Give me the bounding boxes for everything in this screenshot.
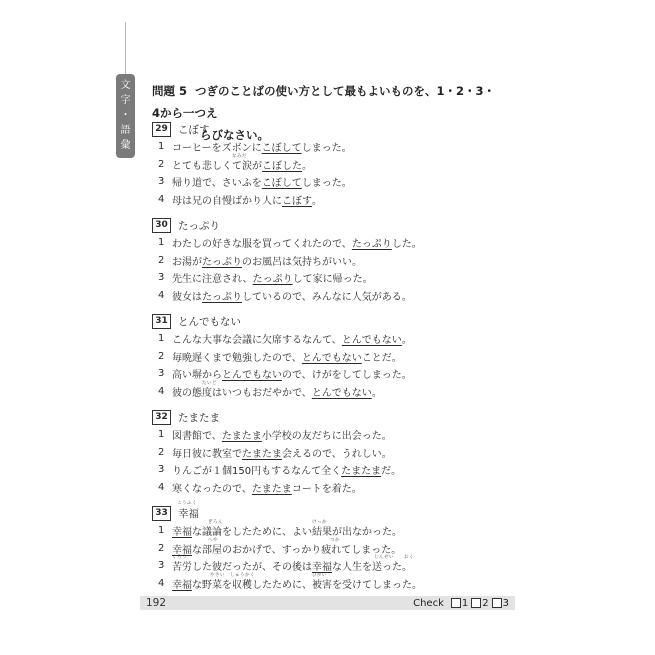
target-word: 幸福 <box>312 562 332 574</box>
target-word: とんでもない <box>301 352 362 364</box>
question-word: 幸福 <box>178 507 199 520</box>
margin-rule <box>125 22 126 74</box>
option-number: 1 <box>158 333 165 345</box>
check-label: Check <box>413 597 444 609</box>
furigana: じんせい <box>374 555 394 560</box>
option <box>152 479 401 497</box>
target-word: こぼして <box>261 178 302 190</box>
check-box[interactable] <box>471 598 481 608</box>
question-word: たっぷり <box>178 219 220 232</box>
check-box-label: 3 <box>502 597 509 609</box>
option-number: 3 <box>158 368 165 380</box>
target-word: 幸福 <box>172 527 192 539</box>
option <box>152 252 422 270</box>
question-word: こぼす <box>178 123 210 136</box>
option-text: 先生に注意され、 <box>172 274 253 286</box>
option <box>152 461 401 479</box>
option-text: 。 <box>312 195 322 207</box>
option-text: 彼女は <box>172 291 202 303</box>
option-text: した。 <box>391 239 422 251</box>
target-word: こぼした <box>262 160 302 172</box>
target-word: こぼす <box>282 195 312 207</box>
option-number: 3 <box>158 272 165 284</box>
target-word: とんでもない <box>311 387 372 399</box>
option-number: 3 <box>158 560 165 572</box>
question-33 <box>152 501 422 592</box>
option <box>152 269 422 287</box>
section-tab-char: ・ <box>120 110 131 121</box>
option-text: お湯が <box>172 256 202 268</box>
section-tab-char: 彙 <box>120 140 131 151</box>
option-text: 。 <box>371 387 382 399</box>
furigana: くろう <box>172 555 187 560</box>
option-text: コートを着た。 <box>291 483 362 495</box>
option <box>152 557 422 575</box>
option-number: 1 <box>158 429 165 441</box>
section-tab-char: 字 <box>120 95 131 106</box>
option-text: わたしの好きな服を買ってくれたので、 <box>172 239 352 251</box>
option-text: な人生を送った。 <box>332 562 412 574</box>
option-text: 帰り道で、さいふを <box>172 178 262 190</box>
option-text: 。 <box>302 160 312 172</box>
option-number: 1 <box>158 237 165 249</box>
furigana: しゅうかく <box>230 572 255 578</box>
option <box>152 444 401 462</box>
furigana: へや <box>208 537 218 543</box>
option <box>152 234 422 252</box>
option-number: 4 <box>158 289 165 301</box>
target-word: たまたま <box>251 483 292 495</box>
option <box>152 522 422 540</box>
option-text: しまった。 <box>301 178 352 190</box>
check-box[interactable] <box>492 598 502 608</box>
furigana: つか <box>330 537 340 543</box>
check-box-label: 1 <box>461 597 469 609</box>
option-number: 1 <box>158 141 165 153</box>
question-31 <box>152 312 412 400</box>
target-word: たまたま <box>341 466 382 478</box>
option <box>152 191 352 209</box>
option-text: しているので、みんなに人気がある。 <box>242 291 412 303</box>
check-box[interactable] <box>451 598 461 608</box>
option-text: とても悲しくて涙が <box>172 160 262 172</box>
option-text: だ。 <box>381 466 402 478</box>
option <box>152 348 412 366</box>
target-word: とんでもない <box>341 335 402 347</box>
option-number: 3 <box>158 176 165 188</box>
question-word: とんでもない <box>178 315 241 328</box>
page-number: 192 <box>146 597 167 609</box>
page-footer <box>140 596 515 610</box>
option-text: 彼の態度はいつもおだやかで、 <box>172 387 312 399</box>
option-text: りんごが１個150円もするなんて全く <box>172 466 342 478</box>
instruction-line-2: らびなさい。 <box>200 128 269 142</box>
question-32 <box>152 408 401 496</box>
section-tab <box>116 74 135 158</box>
option-number: 2 <box>158 158 165 170</box>
option-text: ので、けがをしてしまった。 <box>282 370 412 382</box>
target-word: こぼして <box>261 143 302 155</box>
option-number: 4 <box>158 577 165 589</box>
option <box>152 153 352 174</box>
option-text: 寒くなったので、 <box>172 483 252 495</box>
option <box>152 287 422 305</box>
option-text: コーヒーをズボンに <box>172 143 262 155</box>
target-word: とんでもない <box>222 370 282 382</box>
question-29 <box>152 120 352 208</box>
target-word: たっぷり <box>202 256 242 268</box>
section-tab-char: 文 <box>120 80 131 91</box>
target-word: たっぷり <box>252 274 293 286</box>
option <box>152 173 352 191</box>
furigana: やさい <box>210 572 225 578</box>
target-word: 幸福 <box>172 579 192 591</box>
target-word: たっぷり <box>351 239 392 251</box>
question-number: 29 <box>152 122 171 137</box>
option-number: 1 <box>158 525 165 537</box>
option-text: な議論をしたために、よい結果が出なかった。 <box>192 527 402 539</box>
option-number: 2 <box>158 446 165 458</box>
option-text: 高い塀から <box>172 370 222 382</box>
instruction-line-1: つぎのことばの使い方として最もよいものを、1・2・3・4から一つえ <box>152 84 496 120</box>
option-number: 4 <box>158 385 165 397</box>
option <box>152 365 412 383</box>
option <box>152 380 412 401</box>
question-number: 32 <box>152 410 171 425</box>
question-number: 31 <box>152 314 171 329</box>
target-word: たまたま <box>221 431 262 443</box>
question-number: 30 <box>152 218 171 233</box>
option-text: こんな大事な会議に欠席するなんて、 <box>172 335 342 347</box>
furigana: おく <box>404 555 414 560</box>
option-text: して家に帰った。 <box>292 274 373 286</box>
furigana: ひがい <box>312 572 327 578</box>
option-text: な部屋のおかげで、すっかり疲れてしまった。 <box>192 544 402 556</box>
check-box-label: 2 <box>482 597 489 609</box>
option-text: 図書館で、 <box>172 431 222 443</box>
target-word: 幸福 <box>172 544 192 556</box>
option-number: 4 <box>158 193 165 205</box>
furigana: けっか <box>312 520 327 525</box>
option-text: しまった。 <box>301 143 352 155</box>
option <box>152 426 401 444</box>
target-word: たまたま <box>242 448 282 460</box>
option-number: 2 <box>158 254 165 266</box>
furigana: なみだ <box>232 153 247 159</box>
option <box>152 138 352 156</box>
furigana: こうふく <box>177 501 197 506</box>
option-text: のお風呂は気持ちがいい。 <box>242 256 362 268</box>
question-30 <box>152 216 422 304</box>
option-text: ことだ。 <box>361 352 402 364</box>
question-number: 33 <box>152 506 171 521</box>
option-text: 会えるので、うれしい。 <box>282 448 392 460</box>
option-number: 4 <box>158 481 165 493</box>
option-text: 。 <box>401 335 412 347</box>
option-text: 母は兄の自慢ばかり人に <box>172 195 282 207</box>
option-number: 3 <box>158 464 165 476</box>
option-text: 苦労した彼だったが、その後は <box>172 562 312 574</box>
option-number: 2 <box>158 350 165 362</box>
question-word: たまたま <box>178 411 220 424</box>
option-number: 2 <box>158 542 165 554</box>
option-text: 毎晩遅くまで勉強したので、 <box>172 352 302 364</box>
furigana: たいど <box>202 380 217 386</box>
option-text: な野菜を収穫したために、被害を受けてしまった。 <box>192 579 422 591</box>
option-text: 小学校の友だちに出会った。 <box>261 431 392 443</box>
target-word: たっぷり <box>202 291 242 303</box>
option-text: 毎日彼に教室で <box>172 448 242 460</box>
option <box>152 572 422 593</box>
check-tracker <box>413 598 509 609</box>
problem-number: 問題 5 <box>152 84 188 98</box>
furigana: ぎろん <box>208 520 223 525</box>
option <box>152 330 412 348</box>
section-tab-char: 語 <box>120 125 131 136</box>
